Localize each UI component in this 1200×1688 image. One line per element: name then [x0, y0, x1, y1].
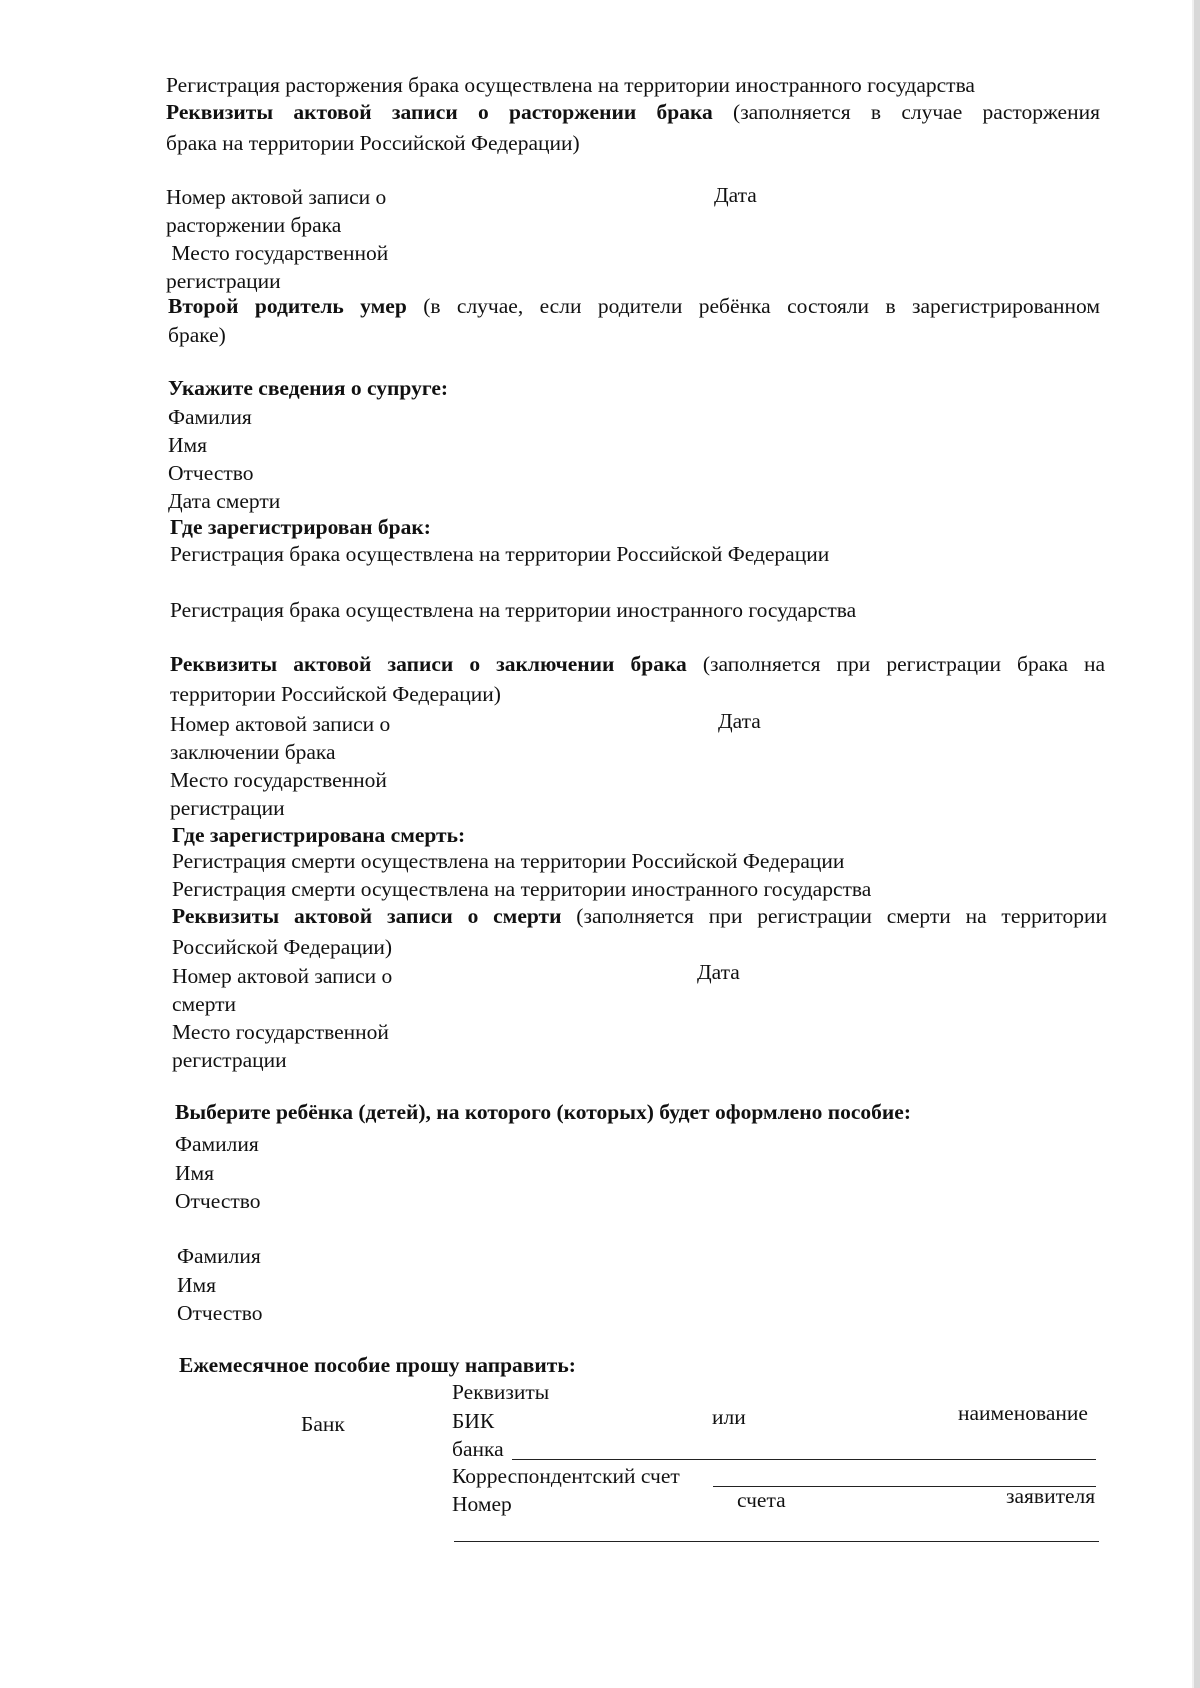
death-place-label-2: регистрации: [172, 1048, 287, 1072]
divorce-date-label: Дата: [714, 183, 757, 207]
marriage-rf-option: Регистрация брака осуществлена на территории Российской Федерации: [170, 542, 830, 566]
second-parent-heading: Второй родитель умер: [168, 294, 407, 318]
marriage-place-label-2: регистрации: [170, 796, 285, 820]
death-record-line-1: [172, 903, 1107, 930]
death-record-note-1: (заполняется при регистрации смерти на территории: [576, 904, 1107, 928]
marriage-number-label-1: Номер актовой записи о: [170, 712, 391, 736]
bik-label: БИК: [452, 1409, 495, 1433]
child-2-surname-label: Фамилия: [177, 1244, 261, 1268]
death-place-label-1: Место государственной: [172, 1020, 389, 1044]
account-input-line[interactable]: [454, 1541, 1099, 1542]
children-heading: Выберите ребёнка (детей), на которого (которых) будет оформлено пособие:: [175, 1100, 911, 1124]
bank-input-line[interactable]: [512, 1459, 1096, 1460]
divorce-record-note-1: (заполняется в случае расторжения: [733, 100, 1100, 124]
divorce-record-note-2: брака на территории Российской Федерации): [166, 131, 580, 155]
divorce-record-line-1: [166, 99, 1100, 126]
death-rf-option: Регистрация смерти осуществлена на территории Российской Федерации: [172, 849, 845, 873]
account-account-label: счета: [737, 1488, 786, 1512]
account-number-label: Номер: [452, 1492, 512, 1516]
spouse-surname-label: Фамилия: [168, 405, 252, 429]
child-1-name-label: Имя: [175, 1161, 215, 1185]
or-label: или: [712, 1405, 746, 1429]
marriage-record-heading: Реквизиты актовой записи о заключении брака: [170, 652, 687, 676]
marriage-number-label-2: заключении брака: [170, 740, 336, 764]
marriage-place-label-1: Место государственной: [170, 768, 387, 792]
corr-account-label: Корреспондентский счет: [452, 1464, 680, 1488]
account-applicant-label: заявителя: [1006, 1484, 1096, 1508]
marriage-registered-heading: Где зарегистрирован брак:: [170, 515, 431, 539]
marriage-record-line-1: [170, 651, 1105, 678]
divorce-number-label-1: Номер актовой записи о: [166, 185, 387, 209]
death-foreign-option: Регистрация смерти осуществлена на территории иностранного государства: [172, 877, 872, 901]
spouse-patronymic-label: Отчество: [168, 461, 254, 485]
child-2-name-label: Имя: [177, 1273, 217, 1297]
divorce-record-heading: Реквизиты актовой записи о расторжении брака: [166, 100, 713, 124]
marriage-date-label: Дата: [718, 709, 761, 733]
second-parent-note-2: браке): [168, 323, 226, 347]
divorce-number-label-2: расторжении брака: [166, 213, 342, 237]
bank-word-label: банка: [452, 1437, 504, 1461]
second-parent-line-1: [168, 293, 1100, 320]
spouse-name-label: Имя: [168, 433, 208, 457]
divorce-foreign-option: Регистрация расторжения брака осуществлена на территории иностранного государства: [166, 73, 975, 97]
child-1-surname-label: Фамилия: [175, 1132, 259, 1156]
bank-label: Банк: [301, 1412, 345, 1436]
marriage-record-note-2: территории Российской Федерации): [170, 682, 501, 706]
bank-name-label: наименование: [958, 1401, 1088, 1425]
divorce-place-label-2: регистрации: [166, 269, 281, 293]
requisites-label: Реквизиты: [452, 1380, 550, 1404]
spouse-death-date-label: Дата смерти: [168, 489, 281, 513]
death-record-heading: Реквизиты актовой записи о смерти: [172, 904, 562, 928]
death-record-note-2: Российской Федерации): [172, 935, 393, 959]
second-parent-note-1: (в случае, если родители ребёнка состояли в зарегистрированном: [423, 294, 1101, 318]
child-1-patronymic-label: Отчество: [175, 1189, 261, 1213]
death-date-label: Дата: [697, 960, 740, 984]
marriage-record-note-1: (заполняется при регистрации брака на: [702, 652, 1106, 676]
spouse-heading: Укажите сведения о супруге:: [168, 376, 449, 400]
divorce-place-label-1: Место государственной: [166, 241, 389, 265]
death-registered-heading: Где зарегистрирована смерть:: [172, 823, 466, 847]
payment-heading: Ежемесячное пособие прошу направить:: [179, 1353, 576, 1377]
child-2-patronymic-label: Отчество: [177, 1301, 263, 1325]
marriage-foreign-option: Регистрация брака осуществлена на территории иностранного государства: [170, 598, 857, 622]
death-number-label-1: Номер актовой записи о: [172, 964, 393, 988]
scan-edge: [1194, 0, 1200, 1688]
scan-edge-inner: [1192, 0, 1194, 1688]
death-number-label-2: смерти: [172, 992, 237, 1016]
